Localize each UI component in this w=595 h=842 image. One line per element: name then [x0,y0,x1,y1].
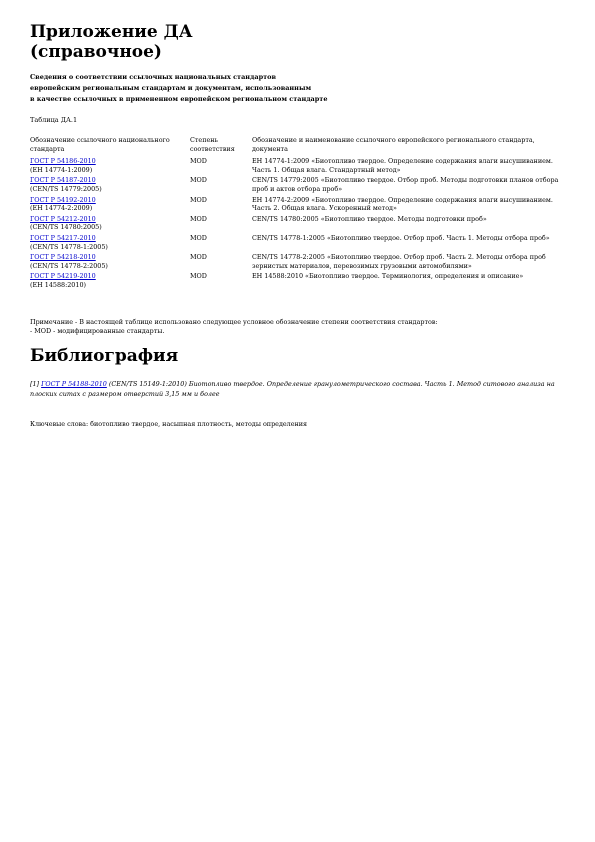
correspondence-table [30,136,570,292]
gost-ref: (CEN/TS 14780:2005) [30,223,102,232]
gost-link[interactable]: ГОСТ Р 54187-2010 [30,176,96,185]
european-standard-cell: ЕН 14774-2:2009 «Биотопливо твердое. Определение содержания влаги высушиванием. Часть 2. Общая влага. Ускоренный метод» [252,195,553,213]
gost-link[interactable]: ГОСТ Р 54219-2010 [30,272,96,281]
appendix-title-line2: (справочное) [30,42,162,62]
gost-ref: (ЕН 14774-2:2009) [30,204,93,213]
degree-cell: MOD [190,195,207,204]
gost-link[interactable]: ГОСТ Р 54212-2010 [30,214,96,223]
gost-ref: (CEN/TS 14778-2:2005) [30,261,108,270]
table-row [30,215,570,234]
appendix-title [30,22,193,62]
gost-link[interactable]: ГОСТ Р 54192-2010 [30,195,96,204]
national-standard-cell [30,272,190,291]
degree-cell: MOD [190,233,207,242]
gost-link[interactable]: ГОСТ Р 54218-2010 [30,253,96,262]
degree-cell: MOD [190,253,207,262]
table-caption: Таблица ДА.1 [30,116,78,124]
intro-line: в качестве ссылочных в примененном европейском региональном стандарте [30,95,328,103]
gost-ref: (CEN/TS 14779:2005) [30,184,102,193]
bibliography-title: Библиография [30,346,179,366]
table-row [30,234,570,253]
national-standard-cell [30,253,190,272]
table-row [30,196,570,215]
table-row [30,253,570,272]
european-standard-cell: ЕН 14588:2010 «Биотопливо твердое. Терминология, определения и описание» [252,272,524,281]
header-degree: Степень соответствия [190,136,235,153]
european-standard-cell: CEN/TS 14778-1:2005 «Биотопливо твердое. Отбор проб. Часть 1. Методы отбора проб» [252,233,550,242]
national-standard-cell [30,157,190,176]
gost-ref: (CEN/TS 14778-1:2005) [30,242,108,251]
intro-line: европейским региональным стандартам и документам, использованным [30,84,312,92]
national-standard-cell [30,215,190,234]
appendix-title-line1: Приложение ДА [30,22,193,42]
table-row [30,176,570,195]
degree-cell: MOD [190,157,207,166]
table-header-row [30,136,570,157]
gost-link[interactable]: ГОСТ Р 54217-2010 [30,233,96,242]
degree-cell: MOD [190,176,207,185]
appendix-intro [30,72,570,105]
european-standard-cell: CEN/TS 14778-2:2005 «Биотопливо твердое. Отбор проб. Часть 2. Методы отбора проб зернистых материалов, перевозимых грузовыми автомобилями» [252,253,546,270]
gost-ref: (ЕН 14588:2010) [30,280,87,289]
national-standard-cell [30,176,190,195]
gost-link[interactable]: ГОСТ Р 54186-2010 [30,157,96,166]
table-row [30,272,570,291]
table-note [30,318,570,335]
european-standard-cell: CEN/TS 14779:2005 «Биотопливо твердое. Отбор проб. Методы подготовки планов отбора проб и актов отбора проб» [252,176,559,193]
bibliography-gost-link[interactable]: ГОСТ Р 54188-2010 [41,380,107,388]
european-standard-cell: CEN/TS 14780:2005 «Биотопливо твердое. Методы подготовки проб» [252,214,487,223]
european-standard-cell: ЕН 14774-1:2009 «Биотопливо твердое. Определение содержания влаги высушиванием. Часть 1. Общая влага. Стандартный метод» [252,157,553,174]
bibliography-text: (CEN/TS 15149-1:2010) Биотопливо твердое. Определение гранулометрического состава. Часть 1. Метод ситового анализа на плоских ситах с размером отверстий 3,15 мм и более [30,380,555,398]
degree-cell: MOD [190,214,207,223]
degree-cell: MOD [190,272,207,281]
header-national-standard: Обозначение ссылочного национального стандарта [30,136,170,153]
bibliography-item [30,379,555,399]
header-european-standard: Обозначение и наименование ссылочного европейского регионального стандарта, документа [252,136,535,153]
note-line: - MOD - модифицированные стандарты. [30,326,165,335]
table-row [30,157,570,176]
national-standard-cell [30,196,190,215]
bibliography-number: [1] [30,380,40,388]
gost-ref: (ЕН 14774-1:2009) [30,165,93,174]
national-standard-cell [30,234,190,253]
intro-line: Сведения о соответствии ссылочных национальных стандартов [30,73,277,81]
keywords: Ключевые слова: биотопливо твердое, насыпная плотность, методы определения [30,420,308,428]
note-line: Примечание - В настоящей таблице использовано следующее условное обозначение степени соответствия стандартов: [30,318,438,326]
